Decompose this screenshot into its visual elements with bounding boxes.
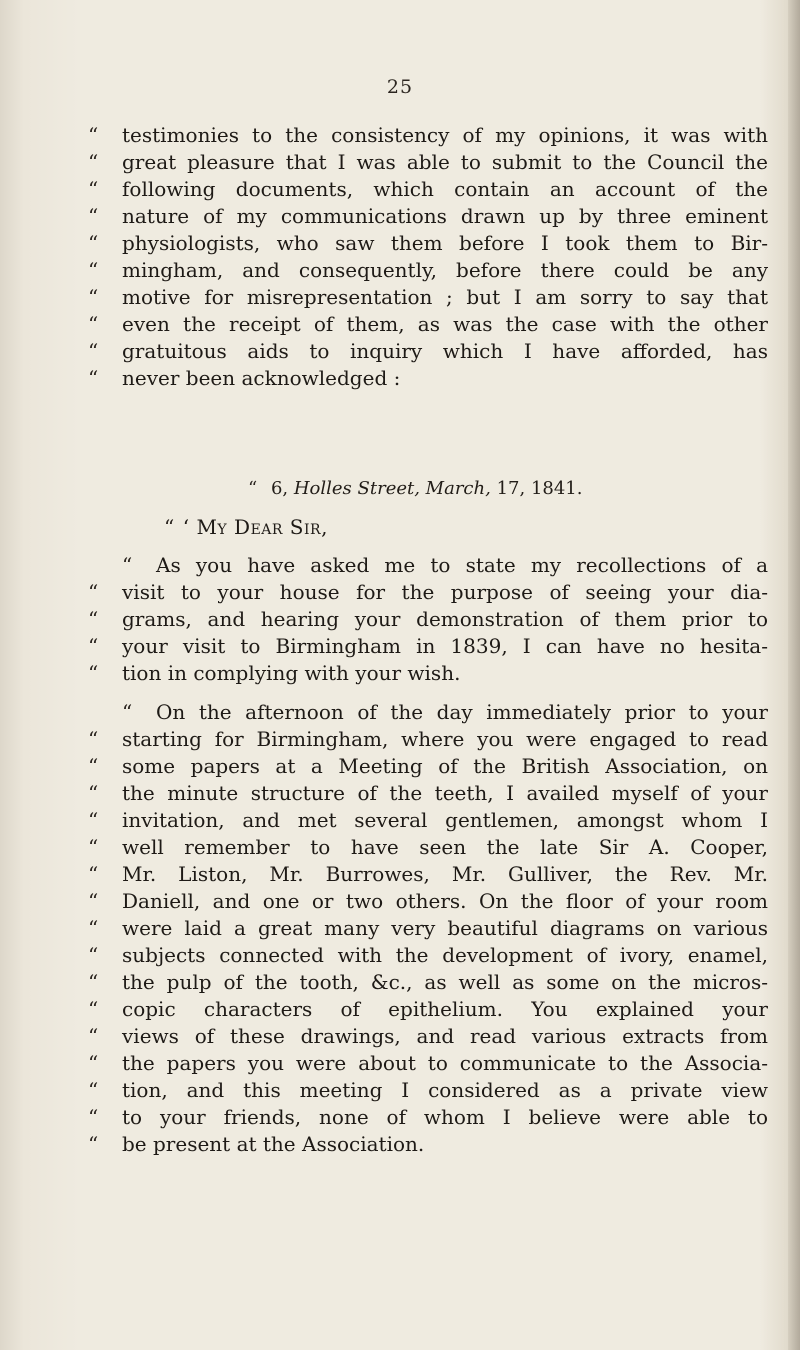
intro-line (88, 259, 776, 281)
quote-mark: “ (88, 997, 99, 1021)
line-text: your visit to Birmingham in 1839, I can have no hesita- (122, 634, 768, 658)
quote-mark: “ (164, 515, 175, 539)
paragraph-line (88, 782, 776, 804)
intro-line (88, 124, 776, 146)
line-text: visit to your house for the purpose of seeing your dia- (122, 580, 768, 604)
line-text: gratuitous aids to inquiry which I have afforded, has (122, 339, 768, 363)
intro-line (88, 340, 776, 362)
paragraph-line (88, 662, 776, 684)
intro-line (88, 367, 776, 389)
dateline-year: 1841. (530, 478, 583, 499)
line-text: Daniell, and one or two others. On the floor of your room (122, 889, 768, 913)
paragraph-line (88, 809, 776, 831)
paragraph-line (88, 971, 776, 993)
quote-mark: “ (88, 177, 99, 201)
line-text: motive for misrepresentation ; but I am sorry to say that (122, 285, 768, 309)
paragraph-line (88, 1106, 776, 1128)
quote-mark: “ (88, 661, 99, 685)
quote-mark: “ (88, 204, 99, 228)
quote-mark: “ (88, 808, 99, 832)
quote-mark: “ (88, 285, 99, 309)
quote-mark: “ (88, 607, 99, 631)
paragraph-line (88, 608, 776, 630)
quote-mark: “ (88, 634, 99, 658)
paragraph-line (88, 1079, 776, 1101)
paragraph-line (88, 728, 776, 750)
dateline-day: 17, (496, 478, 526, 499)
line-text: On the afternoon of the day immediately prior to your (156, 700, 768, 724)
line-text: nature of my communications drawn up by three eminent (122, 204, 768, 228)
line-text: views of these drawings, and read various extracts from (122, 1024, 768, 1048)
quote-mark: “ (88, 231, 99, 255)
line-text: Mr. Liston, Mr. Burrowes, Mr. Gulliver, the Rev. Mr. (122, 862, 768, 886)
letter-salutation (164, 515, 328, 539)
quote-mark: “ (88, 1051, 99, 1075)
quote-mark: “ (88, 970, 99, 994)
quote-mark: “ (88, 862, 99, 886)
intro-line (88, 232, 776, 254)
letter-dateline (248, 478, 582, 499)
dateline-place: Holles Street, March, (293, 478, 491, 499)
quote-mark: “ (88, 727, 99, 751)
quote-mark: “ (88, 1024, 99, 1048)
paragraph-line (88, 836, 776, 858)
line-text: testimonies to the consistency of my opinions, it was with (122, 123, 768, 147)
line-text: were laid a great many very beautiful diagrams on various (122, 916, 768, 940)
quote-mark: “ (88, 366, 99, 390)
line-text: the papers you were about to communicate to the Associa- (122, 1051, 768, 1075)
quote-mark: “ (88, 1078, 99, 1102)
line-text: tion in complying with your wish. (122, 661, 461, 685)
line-text: invitation, and met several gentlemen, amongst whom I (122, 808, 768, 832)
quote-mark: “ (88, 150, 99, 174)
page-number: 25 (386, 76, 414, 98)
intro-line (88, 205, 776, 227)
line-text: copic characters of epithelium. You explained your (122, 997, 768, 1021)
line-text: following documents, which contain an account of the (122, 177, 768, 201)
quote-mark: “ (88, 889, 99, 913)
quote-mark: “ (88, 943, 99, 967)
line-text: the minute structure of the teeth, I availed myself of your (122, 781, 768, 805)
quote-mark: “ (88, 916, 99, 940)
quote-mark: “ (88, 580, 99, 604)
paragraph-line (88, 917, 776, 939)
intro-line (88, 313, 776, 335)
paragraph-line (88, 944, 776, 966)
line-text: never been acknowledged : (122, 366, 401, 390)
paragraph-line (88, 1052, 776, 1074)
page-edge-shadow (788, 0, 800, 1350)
paragraph-line (88, 998, 776, 1020)
paragraph-line (88, 581, 776, 603)
line-text: the pulp of the tooth, &c., as well as some on the micros- (122, 970, 768, 994)
paragraph-line (88, 1133, 776, 1155)
paragraph-line (88, 635, 776, 657)
intro-line (88, 286, 776, 308)
quote-mark: “ (122, 700, 133, 724)
quote-mark: “ (248, 478, 258, 499)
line-text: starting for Birmingham, where you were engaged to read (122, 727, 768, 751)
dateline-prefix: 6, (270, 478, 289, 499)
paragraph-line (122, 554, 776, 576)
line-text: even the receipt of them, as was the case with the other (122, 312, 768, 336)
quote-mark: “ (88, 312, 99, 336)
line-text: well remember to have seen the late Sir A. Cooper, (122, 835, 768, 859)
paragraph-line (88, 755, 776, 777)
line-text: tion, and this meeting I considered as a private view (122, 1078, 768, 1102)
line-text: grams, and hearing your demonstration of them prior to (122, 607, 768, 631)
quote-mark: “ (88, 258, 99, 282)
quote-mark: “ (88, 835, 99, 859)
paragraph-line (88, 863, 776, 885)
line-text: to your friends, none of whom I believe were able to (122, 1105, 768, 1129)
intro-line (88, 178, 776, 200)
quote-mark: “ (88, 754, 99, 778)
paragraph-line (122, 701, 776, 723)
quote-mark: “ (88, 339, 99, 363)
line-text: some papers at a Meeting of the British Association, on (122, 754, 768, 778)
line-text: mingham, and consequently, before there could be any (122, 258, 768, 282)
salutation-text: ‘ My Dear Sir, (182, 515, 328, 539)
line-text: be present at the Association. (122, 1132, 425, 1156)
quote-mark: “ (88, 123, 99, 147)
line-text: physiologists, who saw them before I took them to Bir- (122, 231, 768, 255)
line-text: great pleasure that I was able to submit to the Council the (122, 150, 768, 174)
paragraph-line (88, 1025, 776, 1047)
intro-line (88, 151, 776, 173)
paragraph-line (88, 890, 776, 912)
quote-mark: “ (88, 1132, 99, 1156)
line-text: As you have asked me to state my recollections of a (156, 553, 768, 577)
quote-mark: “ (88, 1105, 99, 1129)
quote-mark: “ (122, 553, 133, 577)
quote-mark: “ (88, 781, 99, 805)
line-text: subjects connected with the development of ivory, enamel, (122, 943, 768, 967)
